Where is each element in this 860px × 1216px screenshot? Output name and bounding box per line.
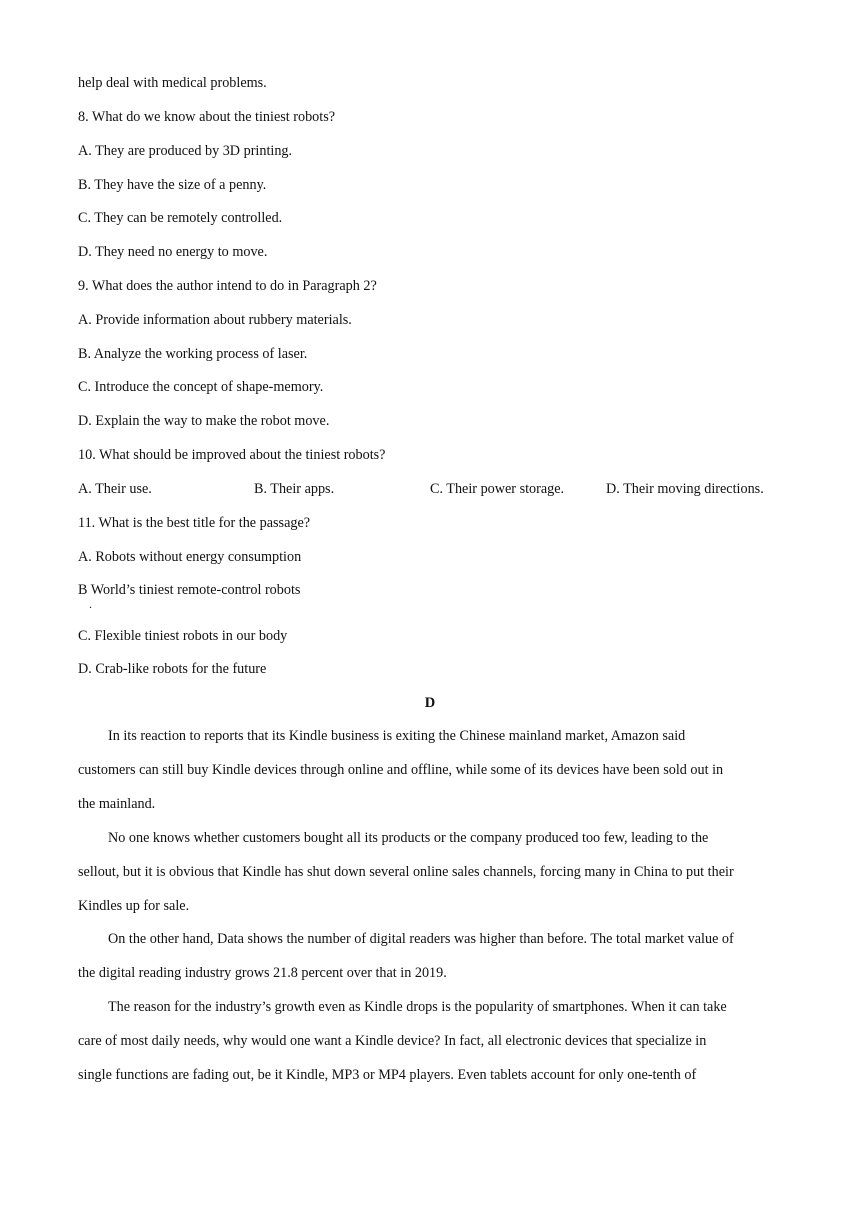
question-8-option-a: A. They are produced by 3D printing. — [78, 143, 293, 159]
question-9-option-b: B. Analyze the working process of laser. — [78, 346, 308, 362]
question-9-option-c: C. Introduce the concept of shape-memory. — [78, 379, 324, 395]
question-8-option-b: B. They have the size of a penny. — [78, 177, 267, 193]
paragraph-line: single functions are fading out, be it Kindle, MP3 or MP4 players. Even tablets account for only one-tenth of — [78, 1067, 697, 1083]
question-11-stem: 11. What is the best title for the passage? — [78, 515, 311, 531]
question-9-option-d: D. Explain the way to make the robot move. — [78, 413, 330, 429]
question-11-option-d: D. Crab-like robots for the future — [78, 661, 267, 677]
question-11-option-a: A. Robots without energy consumption — [78, 549, 302, 565]
question-10-option-d: D. Their moving directions. — [606, 481, 764, 497]
passage-paragraph-4 — [78, 990, 788, 1092]
passage-paragraph-2 — [78, 821, 788, 923]
passage-paragraph-3 — [78, 922, 788, 990]
paragraph-line: The reason for the industry’s growth even as Kindle drops is the popularity of smartphones. When it can take — [108, 999, 727, 1015]
question-10-option-a: A. Their use. — [78, 481, 152, 497]
paragraph-line: On the other hand, Data shows the number of digital readers was higher than before. The total market value of — [108, 931, 734, 947]
question-8-stem: 8. What do we know about the tiniest robots? — [78, 109, 336, 125]
question-10-stem: 10. What should be improved about the tiniest robots? — [78, 447, 386, 463]
passage-paragraph-1 — [78, 719, 788, 821]
question-9-stem: 9. What does the author intend to do in Paragraph 2? — [78, 278, 377, 294]
question-9-option-a: A. Provide information about rubbery materials. — [78, 312, 352, 328]
paragraph-line: In its reaction to reports that its Kindle business is exiting the Chinese mainland market, Amazon said — [108, 728, 686, 744]
stray-dot-mark: . — [89, 597, 92, 611]
question-10-option-c: C. Their power storage. — [430, 481, 565, 497]
question-8-option-c: C. They can be remotely controlled. — [78, 210, 283, 226]
question-11-option-b: B World’s tiniest remote-control robots — [78, 582, 301, 598]
paragraph-line: customers can still buy Kindle devices through online and offline, while some of its devices have been sold out in — [78, 762, 724, 778]
question-11-option-c: C. Flexible tiniest robots in our body — [78, 628, 288, 644]
paragraph-line: the mainland. — [78, 796, 156, 812]
paragraph-line: care of most daily needs, why would one want a Kindle device? In fact, all electronic devices that specialize in — [78, 1033, 707, 1049]
paragraph-line: the digital reading industry grows 21.8 percent over that in 2019. — [78, 965, 447, 981]
passage-continuation: help deal with medical problems. — [78, 75, 267, 91]
question-8-option-d: D. They need no energy to move. — [78, 244, 268, 260]
paragraph-line: Kindles up for sale. — [78, 898, 190, 914]
paragraph-line: No one knows whether customers bought all its products or the company produced too few, leading to the — [108, 830, 709, 846]
question-10-option-b: B. Their apps. — [254, 481, 335, 497]
section-heading: D — [424, 695, 436, 711]
paragraph-line: sellout, but it is obvious that Kindle has shut down several online sales channels, forcing many in China to put their — [78, 864, 734, 880]
